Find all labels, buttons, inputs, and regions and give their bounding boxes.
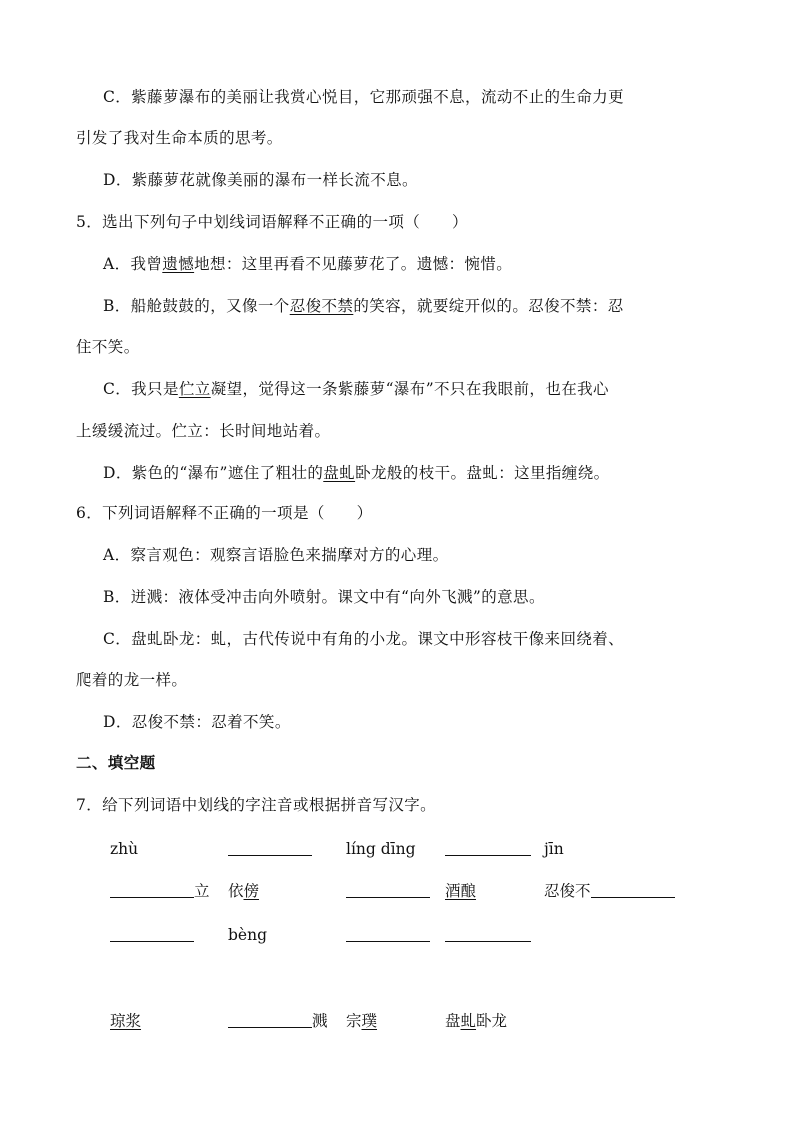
item-jiuniang-underlined: 酒酿: [445, 882, 477, 900]
q5-b-underlined-word: 忍俊不禁: [289, 297, 354, 315]
q5-option-d: [103, 463, 743, 483]
q5-c-underlined-word: 伫立: [178, 380, 211, 398]
q5-a-underlined-word: 遗憾: [162, 255, 195, 273]
q5-d-text: D．紫色的“瀑布”遮住了粗壮的: [103, 464, 324, 482]
blank-r1-c2[interactable]: [228, 839, 312, 859]
blank-r3-c3[interactable]: [346, 925, 430, 945]
item-qiongjiang-underlined: 琼浆: [110, 1012, 142, 1030]
item-jiuniang: [445, 881, 476, 901]
q6-option-b: B．迸溅：液体受冲击向外喷射。课文中有“向外飞溅”的意思。: [103, 588, 545, 606]
blank-r2-c5[interactable]: [591, 881, 675, 898]
item-zongpu-underlined: 璞: [361, 1012, 378, 1030]
q5-a-text-after: 地想：这里再看不见藤萝花了。遗憾：惋惜。: [194, 255, 513, 273]
item-bengjian-char: 溅: [312, 1012, 328, 1030]
item-wolong-chars: 卧龙: [476, 1012, 508, 1030]
item-yibang: [228, 881, 259, 901]
q4-option-c-line2: 引发了我对生命本质的思考。: [76, 129, 283, 147]
q5-d-text-after: 卧龙般的枝干。盘虬：这里指缠绕。: [355, 464, 610, 482]
q5-stem: 5．选出下列句子中划线词语解释不正确的一项（ ）: [76, 213, 468, 231]
pinyin-lingding: líng dīng: [346, 840, 416, 858]
q5-d-underlined-word: 盘虬: [323, 464, 356, 482]
item-renjunbujin: [544, 881, 675, 901]
section-heading: 二、填空题: [76, 753, 156, 772]
q5-b-text: B．船舱鼓鼓的，又像一个: [103, 297, 290, 315]
blank-r2-c3[interactable]: [346, 881, 430, 901]
q5-option-c: [103, 379, 743, 399]
blank-r3-c4[interactable]: [445, 925, 531, 945]
item-qiongjiang: [110, 1011, 141, 1031]
blank-r2-c1[interactable]: [110, 881, 194, 898]
q5-option-b-line2: 住不笑。: [76, 338, 140, 356]
q4-option-c-line1: C．紫藤萝瀑布的美丽让我赏心悦目，它那顽强不息，流动不止的生命力更: [103, 88, 625, 106]
item-panqiu-char: 盘: [445, 1012, 461, 1030]
item-yibang-underlined: 傍: [243, 882, 260, 900]
q5-option-a: [103, 254, 743, 274]
item-zongpu-char: 宗: [346, 1012, 362, 1030]
pinyin-zhu: zhù: [110, 840, 139, 858]
pinyin-beng: bèng: [228, 926, 267, 944]
blank-r1-c4[interactable]: [445, 839, 531, 859]
item-yibang-char: 依: [228, 882, 244, 900]
item-renjunbujin-text: 忍俊不: [544, 882, 591, 900]
blank-r4-c2[interactable]: [228, 1011, 312, 1028]
q5-c-text: C．我只是: [103, 380, 179, 398]
q5-b-text-after: 的笑容，就要绽开似的。忍俊不禁：忍: [353, 297, 624, 315]
q6-option-d: D．忍俊不禁：忍着不笑。: [103, 713, 291, 731]
q5-option-c-line2: 上缓缓流过。伫立：长时间地站着。: [76, 422, 331, 440]
q5-option-b: [103, 296, 743, 316]
item-panqiu-underlined: 虬: [460, 1012, 477, 1030]
q5-c-text-after: 凝望，觉得这一条紫藤萝“瀑布”不只在我眼前，也在我心: [210, 380, 609, 398]
q6-option-a: A．察言观色：观察言语脸色来揣摩对方的心理。: [103, 546, 449, 564]
blank-r3-c1[interactable]: [110, 925, 194, 945]
item-panqiuwolong: [445, 1011, 507, 1031]
q6-stem: 6．下列词语解释不正确的一项是（ ）: [76, 504, 373, 522]
item-zongpu: [346, 1011, 377, 1031]
pinyin-jin: jīn: [544, 840, 564, 858]
item-zhu-li-char: 立: [194, 882, 210, 900]
q6-option-c-line1: C．盘虬卧龙：虬，古代传说中有角的小龙。课文中形容枝干像来回绕着、: [103, 630, 625, 648]
item-bengjian: [228, 1011, 328, 1031]
q4-option-d: D．紫藤萝花就像美丽的瀑布一样长流不息。: [103, 171, 418, 189]
q7-stem: 7．给下列词语中划线的字注音或根据拼音写汉字。: [76, 796, 437, 814]
q5-a-text: A．我曾: [103, 255, 163, 273]
q6-option-c-line2: 爬着的龙一样。: [76, 671, 188, 689]
item-zhu-li: [110, 881, 210, 901]
